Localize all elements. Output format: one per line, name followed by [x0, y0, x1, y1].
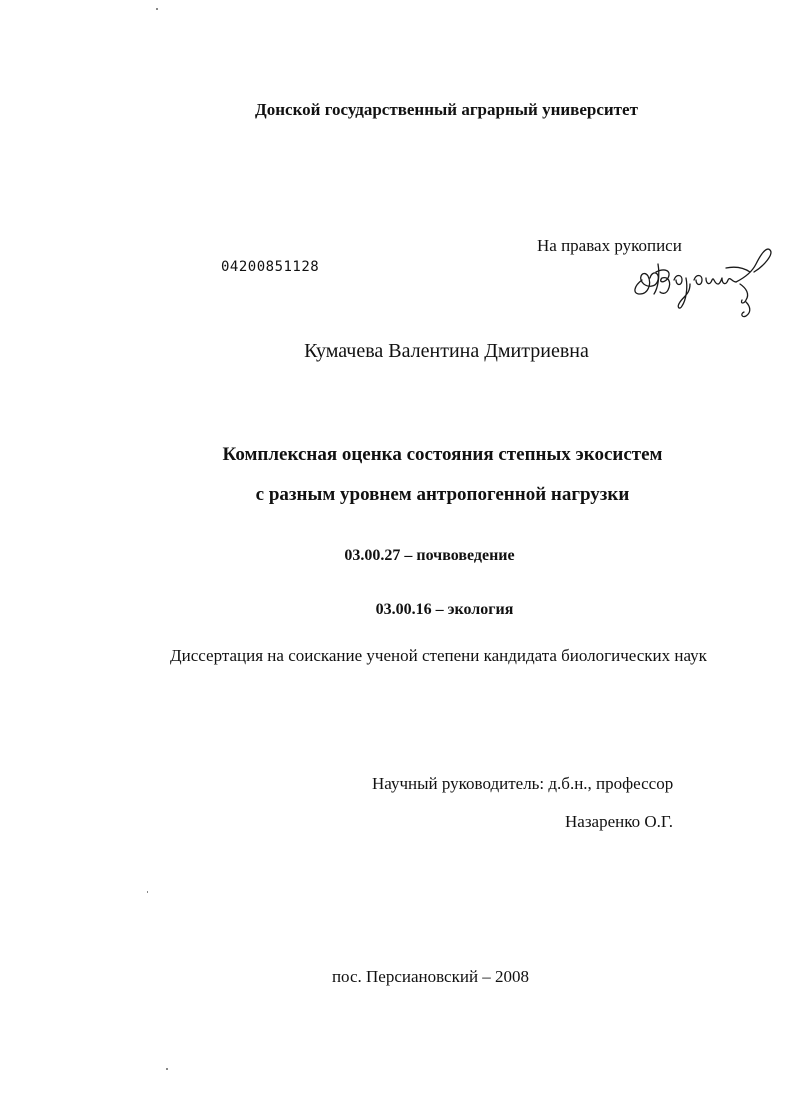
- manuscript-rights-note: На правах рукописи: [537, 236, 682, 255]
- university-name: Донской государственный аграрный университет: [255, 100, 638, 119]
- supervisor-label: Научный руководитель: д.б.н., профессор: [372, 774, 674, 793]
- author-name: Кумачева Валентина Дмитриевна: [304, 340, 589, 362]
- dissertation-title-line-1: Комплексная оценка состояния степных экосистем: [222, 444, 663, 465]
- supervisor-name: Назаренко О.Г.: [565, 812, 674, 831]
- document-number: 04200851128: [221, 259, 320, 275]
- place-and-year: пос. Персиановский – 2008: [331, 967, 530, 986]
- dissertation-degree-statement: Диссертация на соискание ученой степени кандидата биологических наук: [170, 646, 707, 665]
- scan-speck: [156, 8, 158, 10]
- handwritten-signature: [628, 242, 778, 320]
- scan-speck: [166, 1068, 168, 1070]
- specialty-code-ecology: 03.00.16 – экология: [375, 601, 514, 618]
- dissertation-title-line-2: с разным уровнем антропогенной нагрузки: [255, 484, 630, 505]
- specialty-code-soil-science: 03.00.27 – почвоведение: [344, 547, 515, 564]
- scan-speck: [147, 891, 148, 893]
